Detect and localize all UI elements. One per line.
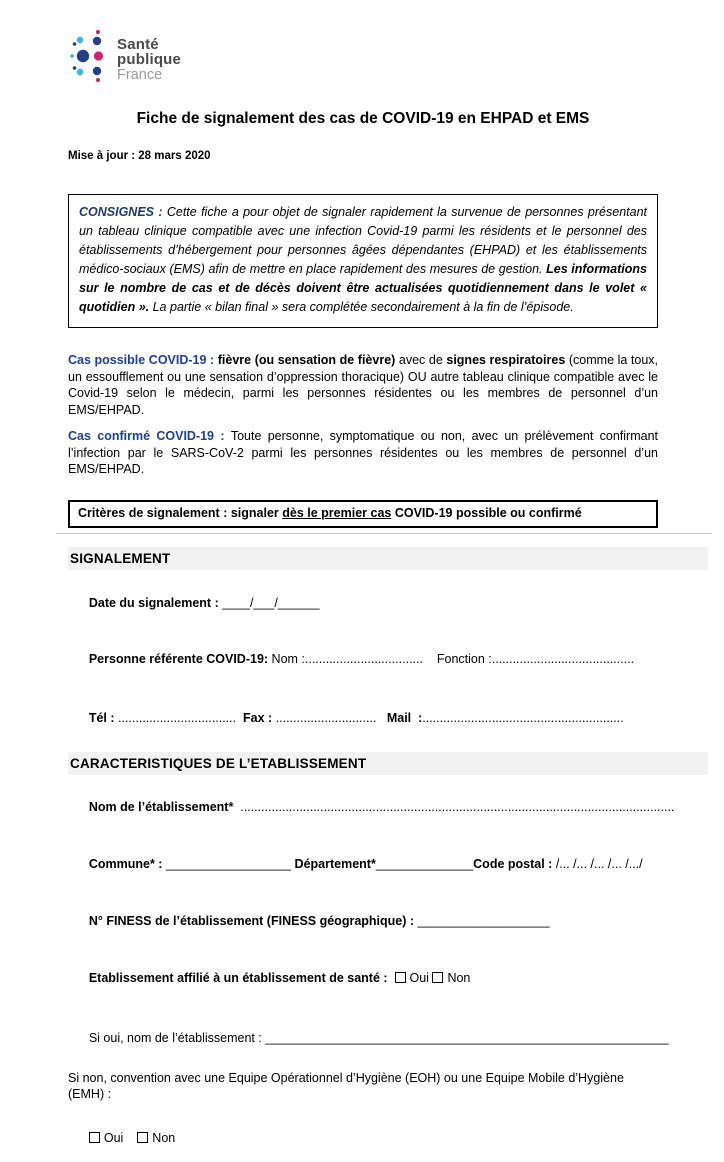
checkbox-affiliation-non[interactable] — [432, 972, 443, 983]
si-non-text: Si non, convention avec une Equipe Opérationnel d’Hygiène (EOH) ou une Equipe Mobile d’Hygiène (EMH) : — [68, 1070, 624, 1101]
nom-etablissement-blank: ............................................................................................................................. — [240, 799, 675, 814]
logo-word-sante: Santé — [117, 36, 159, 53]
si-oui-label: Si oui, nom de l’établissement : — [88, 1030, 266, 1045]
tel-label: Tél : — [88, 710, 119, 725]
definition-cas-possible — [68, 352, 658, 418]
criteres-seg2-underlined: dès le premier cas — [282, 505, 392, 520]
section-heading-signalement: SIGNALEMENT — [68, 547, 708, 570]
document-page — [0, 28, 724, 1145]
spf-logo-text — [117, 28, 181, 82]
definition-cas-confirme — [68, 428, 658, 478]
nom-etablissement-label: Nom de l’établissement* — [88, 799, 241, 814]
tel-blank: .................................. — [118, 710, 244, 725]
logo-word-france: France — [117, 66, 163, 83]
si-oui-blank: __________________________________________________________ — [265, 1030, 669, 1045]
field-nom-etablissement — [68, 783, 675, 831]
affiliation-non-label: Non — [447, 970, 471, 985]
personne-referente-label: Personne référente COVID-19: — [88, 651, 269, 666]
field-date-signalement — [68, 579, 658, 627]
checkbox-convention-non[interactable] — [137, 1132, 148, 1143]
departement-label: Département* — [294, 856, 376, 871]
cas-confirme-text: Toute personne, symptomatique ou non, avec un prélèvement confirmant l’infection par le SARS-CoV-2 parmi les personnes résidentes ou les membres de personnel d’un EMS/EHPAD. — [68, 429, 658, 476]
checkbox-affiliation-oui[interactable] — [395, 972, 406, 983]
field-convention-oui-non — [68, 1114, 658, 1162]
field-finess — [68, 897, 658, 945]
criteres-seg3: COVID-19 possible ou confirmé — [391, 505, 582, 520]
page-title: Fiche de signalement des cas de COVID-19 en EHPAD et EMS — [136, 110, 590, 127]
fax-blank: ............................. — [275, 710, 387, 725]
checkbox-convention-oui[interactable] — [89, 1132, 100, 1143]
affiliation-label: Etablissement affilié à un établissement de santé : — [88, 970, 395, 985]
field-commune-departement — [68, 840, 658, 888]
field-si-oui — [68, 1014, 669, 1062]
cas-possible-seg4: (comme la toux, un essoufflement ou une sensation d’oppression thoracique) OU autre tableau clinique compatible avec le Covid-19 selon le médecin, parmi les personnes résidentes ou les membres de personnel d’un EMS/EHPAD. — [68, 353, 658, 417]
criteres-seg1: Critères de signalement : signaler — [78, 505, 283, 520]
consignes-box — [68, 194, 658, 328]
finess-blank: ___________________ — [417, 913, 550, 928]
field-si-non — [68, 1070, 658, 1102]
personne-referente-blanks: Nom :.................................. Fonction :......................................... — [268, 651, 635, 666]
mail-blank: .......................................................... — [422, 710, 624, 725]
convention-non-label: Non — [152, 1130, 176, 1145]
update-date: Mise à jour : 28 mars 2020 — [68, 150, 211, 162]
separator-line — [56, 533, 712, 534]
affiliation-oui-label: Oui — [409, 970, 429, 985]
consignes-text-3: La partie « bilan final » sera complétée secondairement à la fin de l’épisode. — [152, 300, 574, 314]
spf-logo-dots-icon — [70, 28, 108, 84]
code-postal-blank: /... /... /... /... /.../ — [555, 856, 643, 871]
section-heading-caracteristiques: CARACTERISTIQUES DE L’ETABLISSEMENT — [68, 752, 708, 775]
commune-blank: __________________ — [165, 856, 295, 871]
convention-oui-label: Oui — [103, 1130, 124, 1145]
date-signalement-blank: ____/___/______ — [222, 595, 320, 610]
commune-label: Commune* : — [88, 856, 166, 871]
cas-possible-seg1: fièvre (ou sensation de fièvre) — [217, 353, 396, 367]
cas-possible-seg2: avec de — [395, 353, 447, 367]
mail-label: Mail : — [386, 710, 423, 725]
cas-possible-seg3: signes respiratoires — [446, 353, 566, 367]
field-affiliation — [68, 954, 658, 1002]
spf-logo — [70, 28, 658, 86]
departement-blank: ______________ — [375, 856, 474, 871]
consignes-label: CONSIGNES : — [79, 205, 167, 219]
logo-word-publique: publique — [117, 51, 182, 69]
date-signalement-label: Date du signalement : — [88, 595, 223, 610]
fax-label: Fax : — [243, 710, 276, 725]
field-personne-referente — [68, 635, 658, 683]
field-contact — [68, 694, 658, 742]
code-postal-label: Code postal : — [473, 856, 556, 871]
criteres-box — [68, 500, 658, 528]
cas-possible-label: Cas possible COVID-19 : — [68, 353, 218, 367]
finess-label: N° FINESS de l’établissement (FINESS géographique) : — [88, 913, 418, 928]
consignes-text-bold: Les informations sur le nombre de cas et de décès doivent être actualisées quotidiennement dans le volet « quotidien ». — [79, 262, 647, 314]
cas-confirme-label: Cas confirmé COVID-19 : — [68, 429, 231, 443]
consignes-text-1: Cette fiche a pour objet de signaler rapidement la survenue de personnes présentant un tableau clinique compatible avec une infection Covid-19 parmi les résidents et le personnel des établissements d’hébergement pour personnes âgées dépendantes (EHPAD) et les établissements médico-sociaux (EMS) afin de mettre en place rapidement des mesures de gestion. — [79, 205, 647, 276]
